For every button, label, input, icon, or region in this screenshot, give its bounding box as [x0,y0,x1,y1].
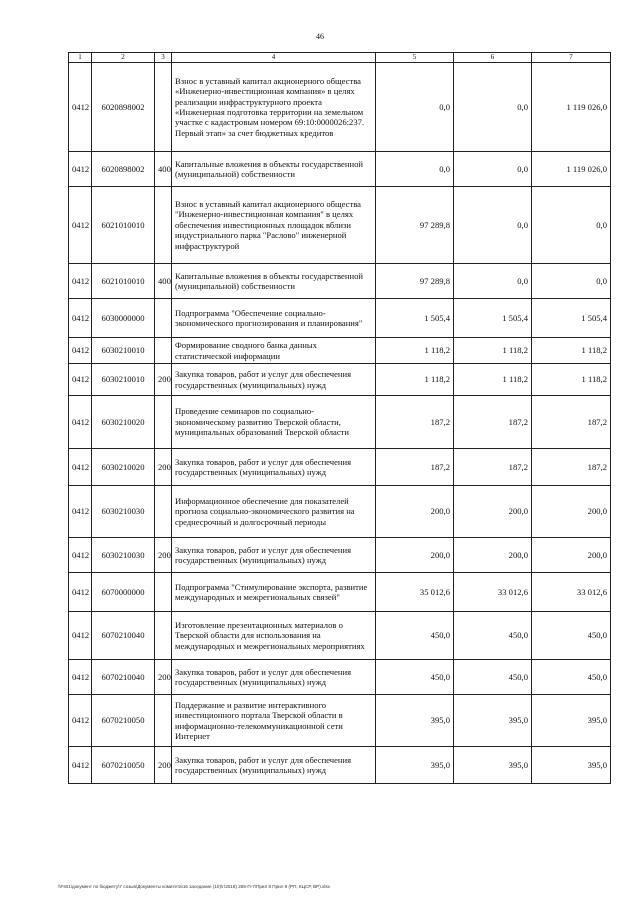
cell-c5: 0,0 [376,152,454,187]
cell-c2: 6070210040 [92,612,155,660]
cell-c7: 187,2 [532,396,611,449]
cell-c2: 6030000000 [92,299,155,338]
cell-c6: 187,2 [454,396,532,449]
file-path-footer: \\Fs01\документ по бюджету\7 созыв\Документы комитета\16 заседание (10)\г\2018) 265-П-7\Прил 8 Прил 9 (РП, КЦСР, ВР).xlsx [58,884,330,889]
cell-c1: 0412 [69,538,92,573]
cell-c4: Закупка товаров, работ и услуг для обеспечения государственных (муниципальных) нужд [172,538,376,573]
cell-c7: 187,2 [532,449,611,486]
table-row [69,612,611,660]
cell-c5: 395,0 [376,695,454,747]
table-row [69,747,611,784]
cell-c5: 1 118,2 [376,338,454,364]
cell-c1: 0412 [69,396,92,449]
table-row [69,538,611,573]
cell-c2: 6070000000 [92,573,155,612]
cell-c5: 97 289,8 [376,187,454,264]
cell-c4: Взнос в уставный капитал акционерного общества «Инженерно-инвестиционная компания» в целях реализации инфраструктурного проекта «Инженерная подготовка территории на земельном участке с кадастровым номером 69:10:0000026:237. Первый этап» за счет бюджетных кредитов [172,63,376,152]
cell-c6: 450,0 [454,660,532,695]
cell-c4: Информационное обеспечение для показателей прогноза социально-экономического развития на среднесрочный и долгосрочный периоды [172,486,376,538]
cell-c7: 1 119 026,0 [532,63,611,152]
cell-c2: 6030210030 [92,486,155,538]
cell-c2: 6021010010 [92,187,155,264]
cell-c4: Закупка товаров, работ и услуг для обеспечения государственных (муниципальных) нужд [172,364,376,396]
cell-c3: 200 [155,660,172,695]
cell-c5: 35 012,6 [376,573,454,612]
table-row [69,486,611,538]
column-header: 7 [532,53,611,63]
table-row [69,152,611,187]
cell-c7: 1 119 026,0 [532,152,611,187]
cell-c7: 200,0 [532,486,611,538]
cell-c5: 187,2 [376,449,454,486]
cell-c6: 0,0 [454,187,532,264]
cell-c4: Подпрограмма "Обеспечение социально-экономического прогнозирования и планирования" [172,299,376,338]
cell-c2: 6020898002 [92,152,155,187]
cell-c1: 0412 [69,747,92,784]
cell-c3: 200 [155,364,172,396]
column-header: 4 [172,53,376,63]
cell-c7: 0,0 [532,187,611,264]
cell-c7: 1 118,2 [532,338,611,364]
column-header: 5 [376,53,454,63]
cell-c3 [155,396,172,449]
cell-c5: 0,0 [376,63,454,152]
cell-c1: 0412 [69,364,92,396]
cell-c7: 1 505,4 [532,299,611,338]
cell-c6: 0,0 [454,152,532,187]
budget-table [68,52,611,784]
cell-c7: 200,0 [532,538,611,573]
cell-c6: 395,0 [454,747,532,784]
column-header: 2 [92,53,155,63]
table-row [69,264,611,299]
cell-c2: 6070210050 [92,747,155,784]
cell-c2: 6030210030 [92,538,155,573]
cell-c1: 0412 [69,573,92,612]
cell-c6: 33 012,6 [454,573,532,612]
cell-c4: Изготовление презентационных материалов о Тверской области для использования на международных и межрегиональных мероприятиях [172,612,376,660]
cell-c3 [155,486,172,538]
cell-c2: 6070210050 [92,695,155,747]
cell-c3 [155,299,172,338]
cell-c7: 0,0 [532,264,611,299]
table-row [69,364,611,396]
cell-c4: Формирование сводного банка данных статистической информации [172,338,376,364]
cell-c6: 1 505,4 [454,299,532,338]
cell-c3 [155,338,172,364]
cell-c4: Капитальные вложения в объекты государственной (муниципальной) собственности [172,152,376,187]
cell-c4: Капитальные вложения в объекты государственной (муниципальной) собственности [172,264,376,299]
table-row [69,695,611,747]
cell-c4: Подпрограмма "Стимулирование экспорта, развитие международных и межрегиональных связей" [172,573,376,612]
cell-c3 [155,573,172,612]
column-header: 6 [454,53,532,63]
cell-c4: Взнос в уставный капитал акционерного общества "Инженерно-инвестиционная компания" в целях обеспечения инвестиционных площадок вблизи индустриального парка "Раслово" инженерной инфраструктурой [172,187,376,264]
cell-c5: 450,0 [376,612,454,660]
cell-c3 [155,63,172,152]
cell-c6: 1 118,2 [454,364,532,396]
column-header: 1 [69,53,92,63]
column-header: 3 [155,53,172,63]
table-row [69,449,611,486]
cell-c5: 450,0 [376,660,454,695]
cell-c3: 400 [155,264,172,299]
cell-c3: 200 [155,538,172,573]
cell-c1: 0412 [69,695,92,747]
cell-c3 [155,695,172,747]
cell-c3: 200 [155,747,172,784]
table-row [69,187,611,264]
cell-c5: 200,0 [376,486,454,538]
cell-c4: Закупка товаров, работ и услуг для обеспечения государственных (муниципальных) нужд [172,660,376,695]
cell-c1: 0412 [69,612,92,660]
cell-c5: 200,0 [376,538,454,573]
cell-c7: 33 012,6 [532,573,611,612]
cell-c7: 450,0 [532,612,611,660]
table-row [69,299,611,338]
table-row [69,396,611,449]
cell-c2: 6030210020 [92,449,155,486]
cell-c6: 200,0 [454,538,532,573]
cell-c3 [155,612,172,660]
cell-c7: 450,0 [532,660,611,695]
table-row [69,660,611,695]
cell-c2: 6021010010 [92,264,155,299]
cell-c6: 1 118,2 [454,338,532,364]
cell-c6: 187,2 [454,449,532,486]
cell-c2: 6030210020 [92,396,155,449]
cell-c5: 395,0 [376,747,454,784]
cell-c1: 0412 [69,338,92,364]
cell-c1: 0412 [69,486,92,538]
cell-c1: 0412 [69,152,92,187]
cell-c4: Закупка товаров, работ и услуг для обеспечения государственных (муниципальных) нужд [172,747,376,784]
table-row [69,573,611,612]
cell-c3: 200 [155,449,172,486]
cell-c5: 1 118,2 [376,364,454,396]
cell-c4: Закупка товаров, работ и услуг для обеспечения государственных (муниципальных) нужд [172,449,376,486]
cell-c7: 395,0 [532,747,611,784]
cell-c5: 1 505,4 [376,299,454,338]
cell-c7: 1 118,2 [532,364,611,396]
cell-c1: 0412 [69,264,92,299]
cell-c2: 6070210040 [92,660,155,695]
cell-c1: 0412 [69,63,92,152]
cell-c6: 0,0 [454,63,532,152]
table-row [69,63,611,152]
page-number: 46 [316,32,324,41]
cell-c5: 97 289,8 [376,264,454,299]
cell-c2: 6030210010 [92,364,155,396]
cell-c2: 6030210010 [92,338,155,364]
cell-c1: 0412 [69,449,92,486]
cell-c7: 395,0 [532,695,611,747]
cell-c1: 0412 [69,187,92,264]
cell-c4: Проведение семинаров по социально-экономическому развитию Тверской области, муниципальных образований Тверской области [172,396,376,449]
cell-c4: Поддержание и развитие интерактивного инвестиционного портала Тверской области в информационно-телекоммуникационной сети Интернет [172,695,376,747]
cell-c6: 200,0 [454,486,532,538]
cell-c6: 0,0 [454,264,532,299]
cell-c6: 450,0 [454,612,532,660]
cell-c3 [155,187,172,264]
cell-c3: 400 [155,152,172,187]
cell-c1: 0412 [69,299,92,338]
cell-c2: 6020898002 [92,63,155,152]
cell-c6: 395,0 [454,695,532,747]
table-row [69,338,611,364]
cell-c1: 0412 [69,660,92,695]
column-header-row [69,53,611,63]
cell-c5: 187,2 [376,396,454,449]
